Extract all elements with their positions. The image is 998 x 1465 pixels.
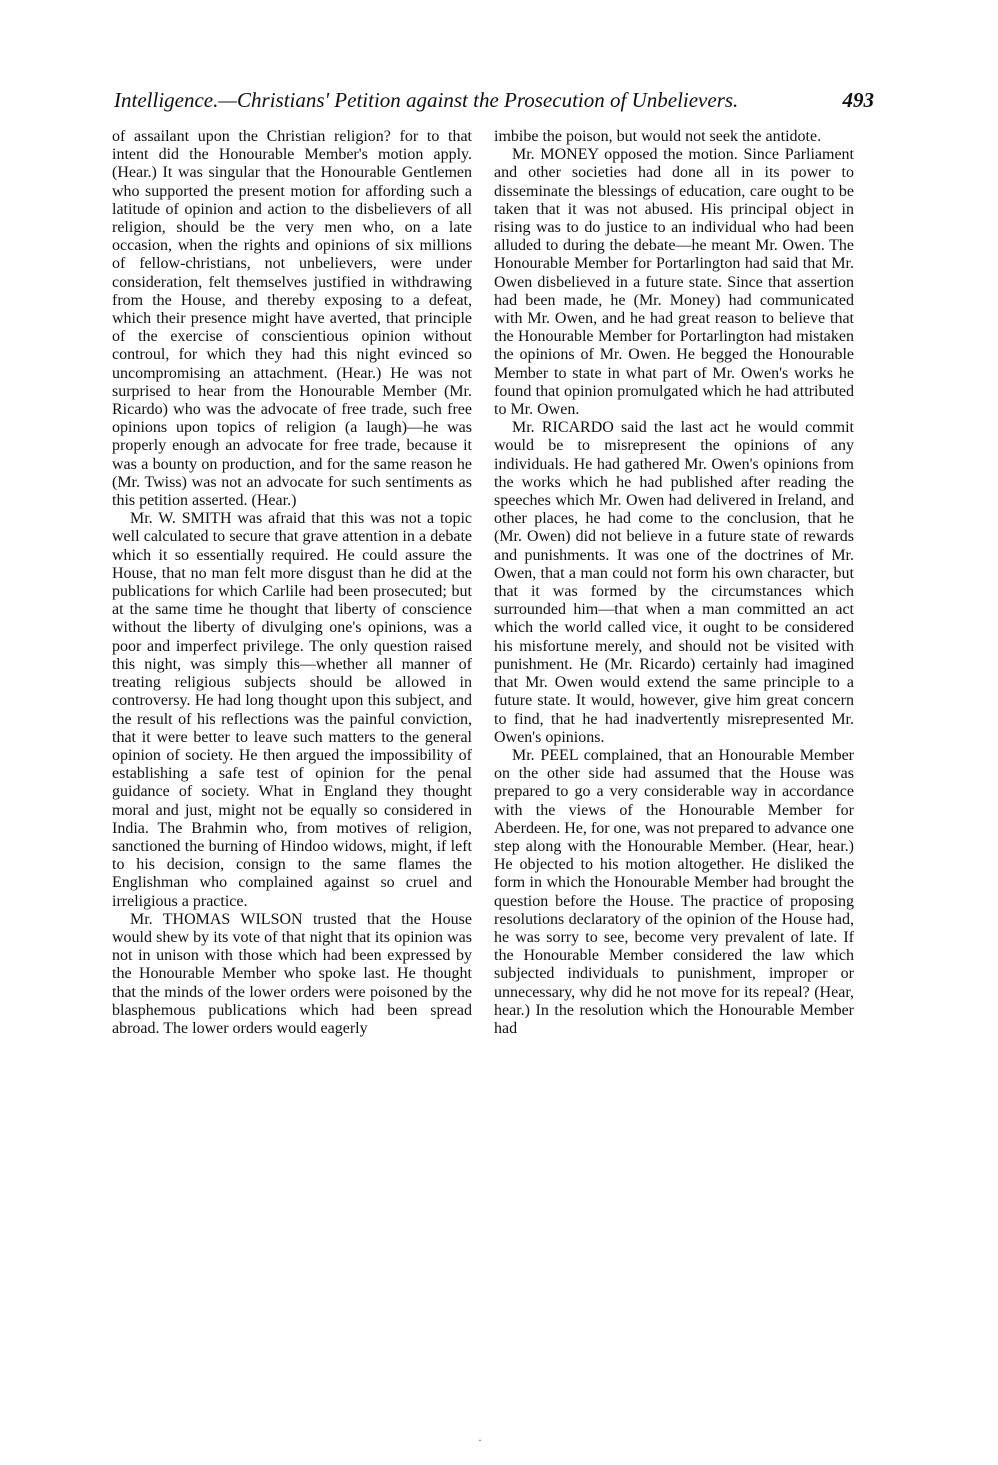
paragraph: imbibe the poison, but would not seek the antidote.: [494, 128, 822, 145]
paragraph: Mr. RICARDO said the last act he would commit would be to misrepresent the opinions of any individuals. He had gathered Mr. Owen's opinions from the works which he had published after reading the speeches which Mr. Owen had delivered in Ireland, and other places, he had come to the conclusion, that he (Mr. Owen) did not believe in a future state of rewards and punishments. It was one of the doctrines of Mr. Owen, that a man could not form his own character, but that it was formed by the circumstances which surrounded him—that when a man committed an act which the world called vice, it ought to be considered his misfortune merely, and should not be visited with punishment. He (Mr. Ricardo) certainly had imagined that Mr. Owen would extend the same principle to a future state. It would, however, give him great concern to find, that he had inadvertently misrepresented Mr. Owen's opinions.: [494, 419, 854, 746]
paragraph: of assailant upon the Christian religion? for to that intent did the Honourable Member's motion apply. (Hear.) It was singular that the Honourable Gentlemen who supported the present motion for affording such a latitude of opinion and action to the disbelievers of all religion, should be the very men who, on a late occasion, when the rights and opinions of six millions of fellow-christians, not unbelievers, were under consideration, felt themselves justified in withdrawing from the House, and thereby exposing to a defeat, which their presence might have averted, that principle of the exercise of conscientious opinion without controul, for which they had this night evinced so uncompromising an attachment. (Hear.) He was not surprised to hear from the Honourable Member (Mr. Ricardo) who was the advocate of free trade, such free opinions upon topics of religion (a laugh)—he was properly enough an advocate for free trade, because it was a bounty on production, and for the same reason he (Mr. Twiss) was not an advocate for such sentiments as this petition asserted. (Hear.): [112, 128, 472, 510]
paragraph: Mr. THOMAS WILSON trusted that the House would shew by its vote of that night that its opinion was not in unison with those which had been expressed by the Honourable Member who spoke last. He thought that the minds of the lower orders were poisoned by the blasphemous publications which had been spread abroad. The lower orders would eagerly: [112, 910, 472, 1037]
paragraph: Mr. MONEY opposed the motion. Since Parliament and other societies had done all in its power to disseminate the blessings of education, care ought to be taken that it was not abused. His principal object in rising was to do justice to an individual who had been alluded to during the debate—he meant Mr. Owen. The Honourable Member for Portarlington had said that Mr. Owen disbelieved in a future state. Since that assertion had been made, he (Mr. Money) had communicated with Mr. Owen, and he had great reason to believe that the Honourable Member for Portarlington had mistaken the opinions of Mr. Owen. He begged the Honourable Member to state in what part of Mr. Owen's works he found that opinion promulgated which he had attributed to Mr. Owen.: [494, 146, 854, 419]
paragraph: Mr. PEEL complained, that an Honourable Member on the other side had assumed that the House was prepared to go a very considerable way in accordance with the views of the Honourable Member for Aberdeen. He, for one, was not prepared to advance one step along with the Honourable Member. (Hear, hear.) He objected to his motion altogether. He disliked the form in which the Honourable Member had brought the question before the House. The practice of proposing resolutions declaratory of the opinion of the House had, he was sorry to see, become very prevalent of late. If the Honourable Member considered the law which subjected individuals to punishment, improper or unnecessary, why did he not move for its repeal? (Hear, hear.) In the resolution which the Honourable Member had: [494, 746, 854, 1037]
page-number: 493: [842, 88, 874, 112]
running-header: [114, 82, 874, 118]
footer-mark: ·: [478, 1433, 482, 1447]
right-column: [494, 128, 854, 1038]
paragraph: Mr. W. SMITH was afraid that this was not a topic well calculated to secure that grave attention in a debate which it so essentially required. He could assure the House, that no man felt more disgust than he did at the publications for which Carlile had been prosecuted; but at the same time he thought that liberty of conscience without the liberty of divulging one's opinions, was a poor and imperfect privilege. The only question raised this night, was simply this—whether all manner of treating religious subjects should be allowed in controversy. He had long thought upon this subject, and the result of his reflections was the painful conviction, that it were better to leave such matters to the general opinion of society. He then argued the impossibility of establishing a safe test of opinion for the penal guidance of society. What in England they thought moral and just, might not be equally so considered in India. The Brahmin who, from motives of religion, sanctioned the burning of Hindoo widows, might, if left to his decision, consign to the same flames the Englishman who complained against so cruel and irreligious a practice.: [112, 510, 472, 910]
left-column: [112, 128, 472, 1038]
running-title: Intelligence.—Christians' Petition against the Prosecution of Unbelievers.: [114, 88, 739, 112]
